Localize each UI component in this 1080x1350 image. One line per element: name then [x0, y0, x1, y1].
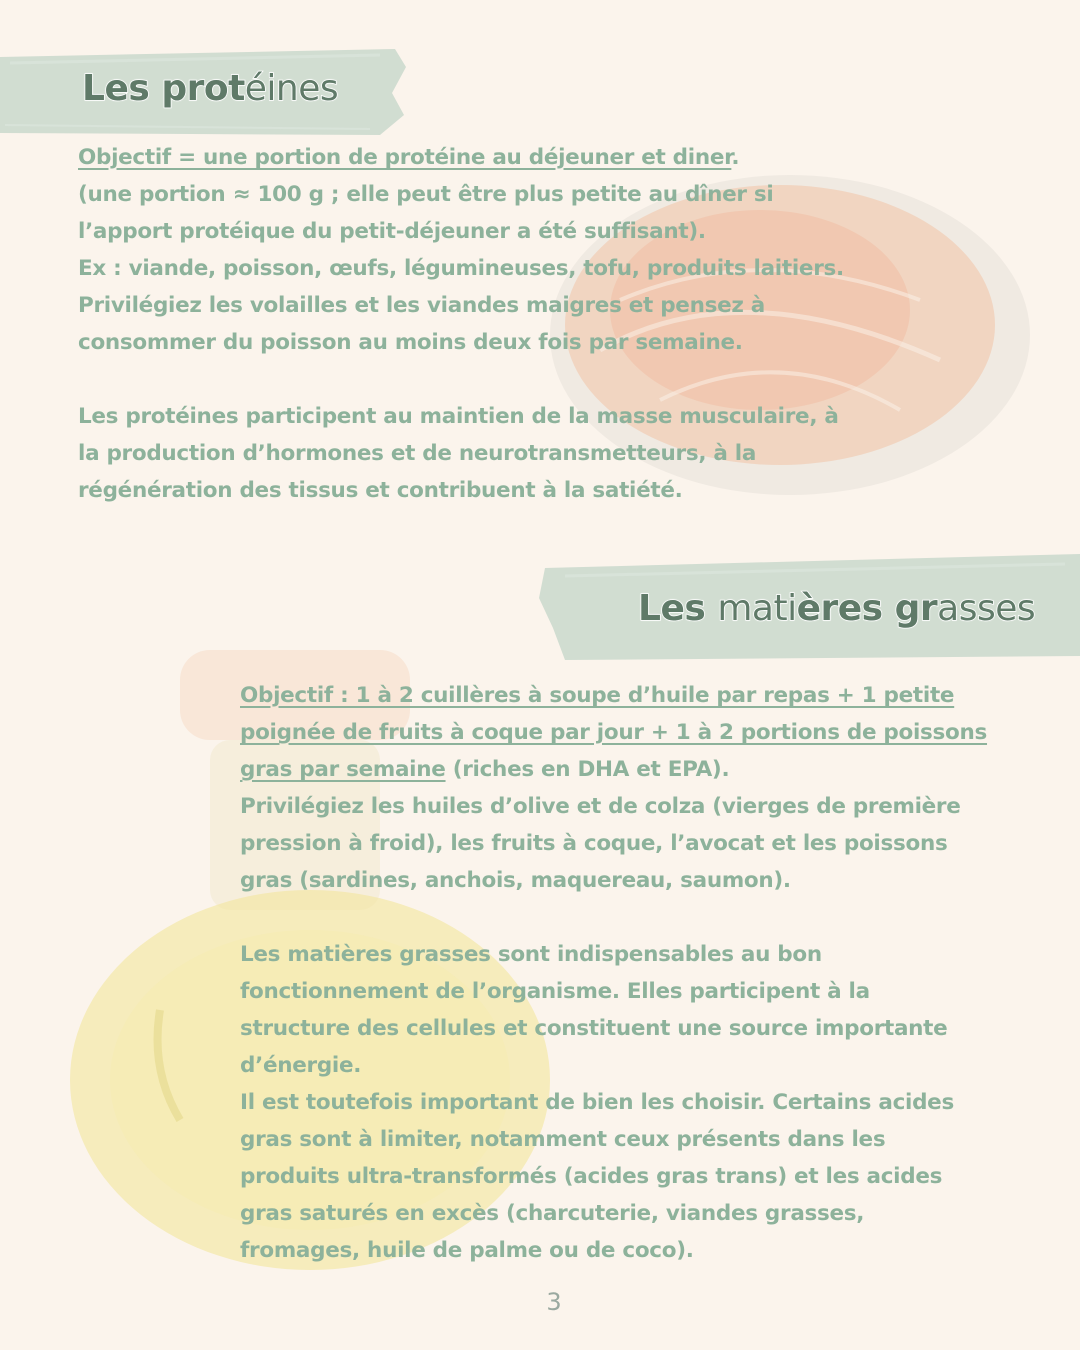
fats-title: Les matières grasses — [638, 588, 1036, 629]
fats-para2-line: produits ultra-transformés (acides gras trans) et les acides — [240, 1164, 943, 1189]
fats-para2-line: gras saturés en excès (charcuterie, viandes grasses, — [240, 1201, 865, 1226]
fats-text — [240, 677, 1040, 1269]
fats-para2-line: structure des cellules et constituent une source importante — [240, 1016, 948, 1041]
fats-para2-line: d’énergie. — [240, 1053, 362, 1078]
proteins-para2-line: Les protéines participent au maintien de la masse musculaire, à — [78, 404, 839, 429]
proteins-objective: Objectif = une portion de protéine au déjeuner et diner. — [78, 145, 740, 170]
fats-line: Privilégiez les huiles d’olive et de colza (vierges de première — [240, 794, 961, 819]
fats-para2-line: gras sont à limiter, notamment ceux présents dans les — [240, 1127, 886, 1152]
proteins-title: Les protéines — [82, 68, 339, 109]
proteins-para2-line: régénération des tissus et contribuent à la satiété. — [78, 478, 683, 503]
proteins-text — [78, 139, 938, 509]
fats-objective-line: Objectif : 1 à 2 cuillères à soupe d’huile par repas + 1 petite — [240, 683, 955, 708]
fats-line: pression à froid), les fruits à coque, l’avocat et les poissons — [240, 831, 948, 856]
proteins-line: Privilégiez les volailles et les viandes maigres et pensez à — [78, 293, 765, 318]
fats-para2-line: Les matières grasses sont indispensables au bon — [240, 942, 822, 967]
fats-objective-line: poignée de fruits à coque par jour + 1 à 2 portions de poissons — [240, 720, 988, 745]
proteins-para2-line: la production d’hormones et de neurotransmetteurs, à la — [78, 441, 757, 466]
proteins-line: l’apport protéique du petit-déjeuner a été suffisant). — [78, 219, 706, 244]
page-number: 3 — [546, 1288, 562, 1316]
fats-para2-line: Il est toutefois important de bien les choisir. Certains acides — [240, 1090, 954, 1115]
proteins-line: Ex : viande, poisson, œufs, légumineuses, tofu, produits laitiers. — [78, 256, 844, 281]
fats-line: gras (sardines, anchois, maquereau, saumon). — [240, 868, 791, 893]
proteins-line: (une portion ≈ 100 g ; elle peut être plus petite au dîner si — [78, 182, 774, 207]
fats-objective-line: gras par semaine (riches en DHA et EPA). — [240, 757, 730, 782]
fats-para2-line: fonctionnement de l’organisme. Elles participent à la — [240, 979, 870, 1004]
fats-para2-line: fromages, huile de palme ou de coco). — [240, 1238, 694, 1263]
proteins-line: consommer du poisson au moins deux fois par semaine. — [78, 330, 743, 355]
